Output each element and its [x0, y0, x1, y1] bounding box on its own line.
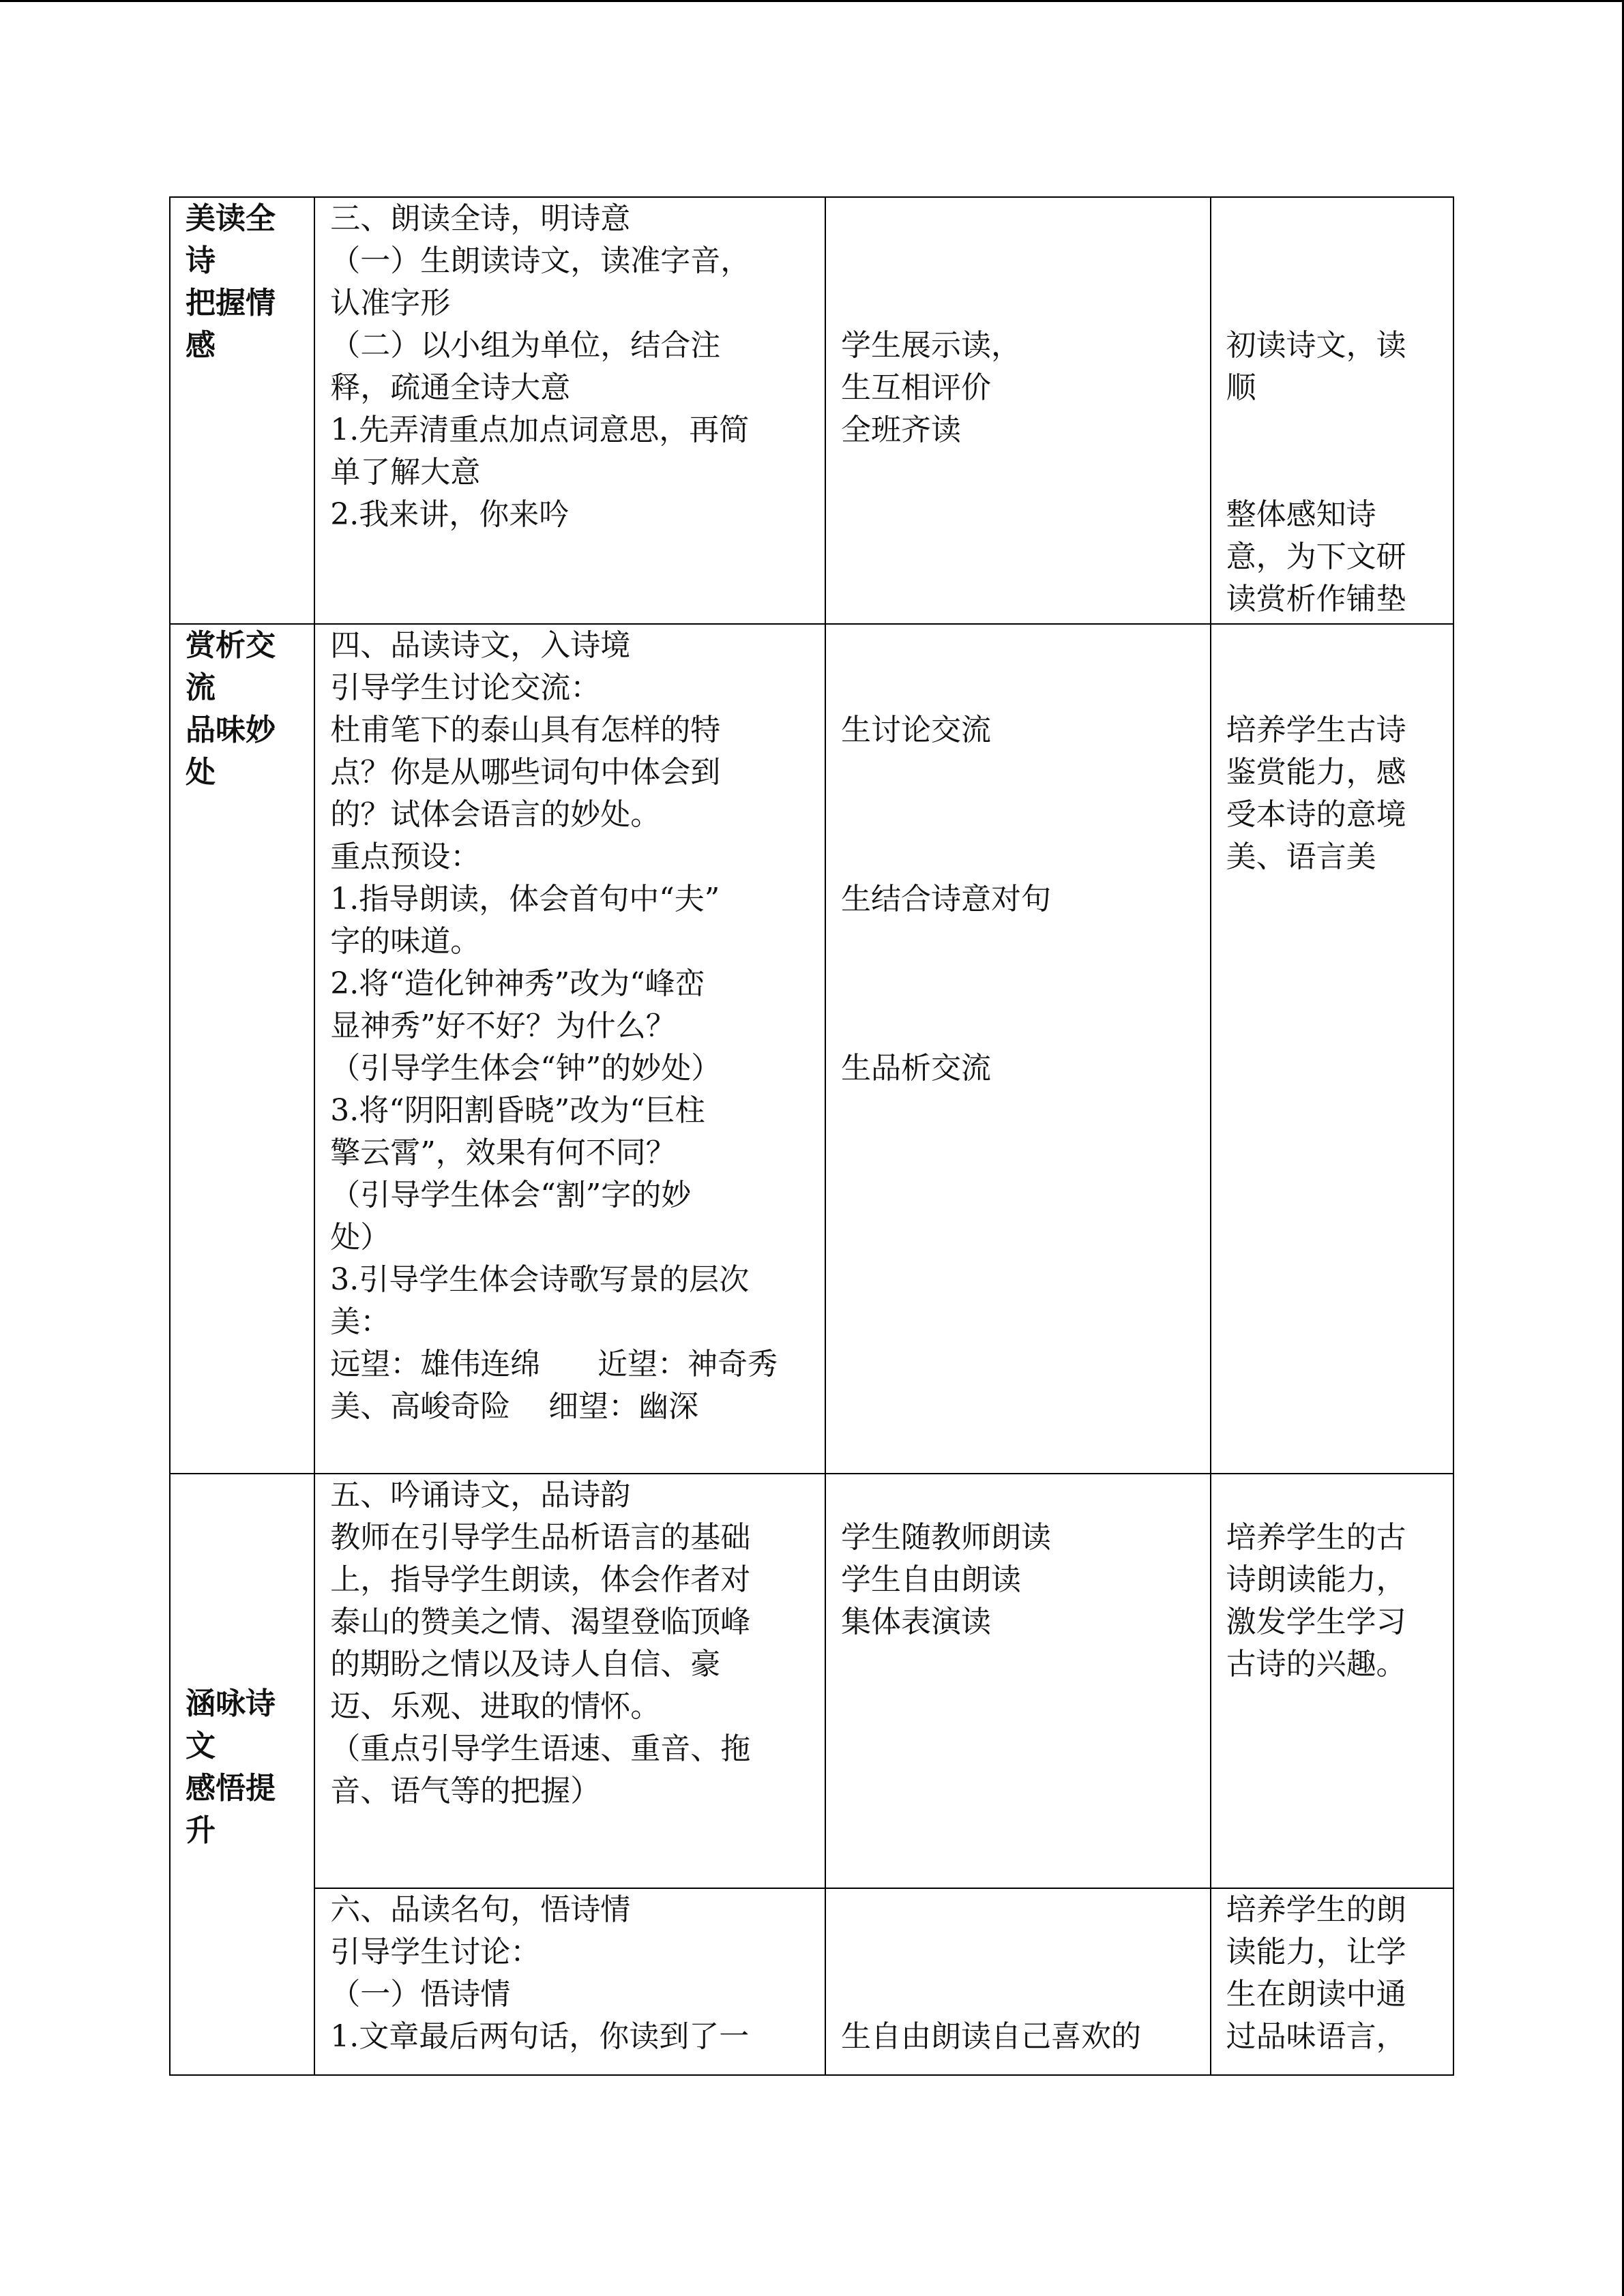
text-line: （二）以小组为单位，结合注 — [330, 328, 721, 363]
text-line: 的？试体会语言的妙处。 — [330, 797, 661, 832]
process-cell — [314, 197, 825, 624]
text-line: 单了解大意 — [330, 455, 481, 490]
intent-cell — [1211, 1474, 1453, 1888]
text-line: 三、朗读全诗，明诗意 — [330, 201, 631, 236]
text-line — [1226, 409, 1445, 451]
text-line: 生互相评价 — [841, 370, 991, 405]
text-line: （引导学生体会“钟”的妙处） — [330, 1051, 722, 1086]
process-text — [315, 1474, 825, 1813]
text-line: 鉴赏能力，感 — [1226, 755, 1406, 790]
intent-cell — [1211, 1888, 1453, 2075]
text-line: 生自由朗读自己喜欢的 — [841, 2019, 1141, 2054]
text-line: 泰山的赞美之情、渴望登临顶峰 — [330, 1605, 751, 1639]
student-text — [826, 1889, 1210, 2058]
text-line — [841, 794, 1202, 836]
process-cell — [314, 1474, 825, 1888]
page-border-top — [0, 0, 1624, 2]
table-row — [170, 624, 1453, 1474]
intent-text — [1211, 198, 1453, 621]
stage-cell — [170, 624, 314, 1474]
text-line: 教师在引导学生品析语言的基础 — [330, 1520, 751, 1555]
text-line: 生在朗读中通 — [1226, 1977, 1406, 2012]
text-line: 引导学生讨论： — [330, 1935, 541, 1969]
text-line: 学生随教师朗读 — [841, 1520, 1051, 1555]
text-line: 2.我来讲，你来吟 — [330, 497, 570, 532]
text-line: 杜甫笔下的泰山具有怎样的特 — [330, 713, 721, 747]
text-line: 意，为下文研 — [1226, 539, 1406, 574]
text-line — [1226, 451, 1445, 494]
process-cell — [314, 624, 825, 1474]
text-line: 美、高峻奇险 细望：幽深 — [330, 1389, 699, 1424]
text-line: 学生自由朗读 — [841, 1562, 1021, 1597]
text-line: 初读诗文，读 — [1226, 328, 1406, 363]
text-line: 生结合诗意对句 — [841, 882, 1051, 916]
process-cell — [314, 1888, 825, 2075]
stage-cell — [170, 197, 314, 624]
table-row — [170, 1474, 1453, 1888]
text-line: 字的味道。 — [330, 924, 481, 959]
process-text — [315, 1889, 825, 2058]
text-line — [841, 836, 1202, 878]
table-row — [170, 1888, 1453, 2075]
intent-text — [1211, 1474, 1453, 1686]
process-text — [315, 198, 825, 536]
text-line — [841, 751, 1202, 794]
text-line: 生品析交流 — [841, 1051, 991, 1086]
text-line: 古诗的兴趣。 — [1226, 1647, 1406, 1682]
text-line: 美： — [330, 1304, 391, 1339]
text-line: 迈、乐观、进取的情怀。 — [330, 1689, 661, 1724]
text-line: 受本诗的意境 — [1226, 797, 1406, 832]
text-line: 整体感知诗 — [1226, 497, 1376, 532]
text-line: 五、吟诵诗文，品诗韵 — [330, 1478, 631, 1512]
text-line: 过品味语言， — [1226, 2019, 1406, 2054]
text-line: （重点引导学生语速、重音、拖 — [330, 1731, 751, 1766]
student-cell — [825, 624, 1211, 1474]
text-line: 2.将“造化钟神秀”改为“峰峦 — [330, 966, 705, 1001]
student-text — [826, 1474, 1210, 1643]
stage-label: 涵咏诗 文 感悟提 升 — [186, 1686, 276, 1848]
text-line: 集体表演读 — [841, 1605, 991, 1639]
text-line: 学生展示读， — [841, 328, 1021, 363]
text-line — [841, 921, 1202, 963]
student-text — [826, 625, 1210, 1090]
text-line: 远望：雄伟连绵 近望：神奇秀 — [330, 1347, 778, 1382]
text-line: 擎云霄”，效果有何不同？ — [330, 1135, 676, 1170]
lesson-plan-table — [169, 196, 1454, 2076]
text-line: （引导学生体会“割”字的妙 — [330, 1178, 692, 1212]
text-line: 显神秀”好不好？为什么？ — [330, 1009, 676, 1043]
intent-text — [1211, 1889, 1453, 2058]
text-line: （一）悟诗情 — [330, 1977, 511, 2012]
process-text — [315, 625, 825, 1428]
text-line: 认准字形 — [330, 286, 451, 320]
text-line: 培养学生的朗 — [1226, 1892, 1406, 1927]
text-line: 激发学生学习 — [1226, 1605, 1406, 1639]
text-line — [841, 963, 1202, 1005]
student-cell — [825, 1888, 1211, 2075]
stage-label: 美读全 诗 把握情 感 — [186, 201, 276, 363]
text-line: 1.先弄清重点加点词意思，再简 — [330, 413, 750, 447]
student-cell — [825, 1474, 1211, 1888]
intent-cell — [1211, 624, 1453, 1474]
text-line — [841, 1005, 1202, 1047]
text-line: 3.引导学生体会诗歌写景的层次 — [330, 1262, 750, 1297]
table-row — [170, 197, 1453, 624]
text-line: 生讨论交流 — [841, 713, 991, 747]
text-line: 六、品读名句，悟诗情 — [330, 1892, 631, 1927]
text-line: 全班齐读 — [841, 413, 961, 447]
text-line: 重点预设： — [330, 839, 481, 874]
intent-text — [1211, 625, 1453, 878]
text-line: 1.文章最后两句话，你读到了一 — [330, 2019, 750, 2054]
text-line: 美、语言美 — [1226, 839, 1376, 874]
text-line: 引导学生讨论交流： — [330, 670, 601, 705]
text-line: 释，疏通全诗大意 — [330, 370, 571, 405]
text-line: 的期盼之情以及诗人自信、豪 — [330, 1647, 721, 1682]
text-line: 读能力，让学 — [1226, 1935, 1406, 1969]
student-text — [826, 198, 1210, 451]
student-cell — [825, 197, 1211, 624]
text-line: 点？你是从哪些词句中体会到 — [330, 755, 721, 790]
text-line: 四、品读诗文，入诗境 — [330, 628, 631, 663]
text-line: （一）生朗读诗文，读准字音， — [330, 243, 751, 278]
text-line: 上，指导学生朗读，体会作者对 — [330, 1562, 751, 1597]
stage-cell — [170, 1474, 314, 2075]
text-line: 处） — [330, 1220, 391, 1255]
text-line: 音、语气等的把握） — [330, 1774, 601, 1808]
text-line: 3.将“阴阳割昏晓”改为“巨柱 — [330, 1093, 705, 1128]
text-line: 读赏析作铺垫 — [1226, 582, 1406, 616]
text-line: 诗朗读能力， — [1226, 1562, 1406, 1597]
text-line: 顺 — [1226, 370, 1256, 405]
intent-cell — [1211, 197, 1453, 624]
text-line: 培养学生的古 — [1226, 1520, 1406, 1555]
text-line: 培养学生古诗 — [1226, 713, 1406, 747]
text-line: 1.指导朗读，体会首句中“夫” — [330, 882, 720, 916]
stage-label: 赏析交 流 品味妙 处 — [186, 628, 276, 790]
